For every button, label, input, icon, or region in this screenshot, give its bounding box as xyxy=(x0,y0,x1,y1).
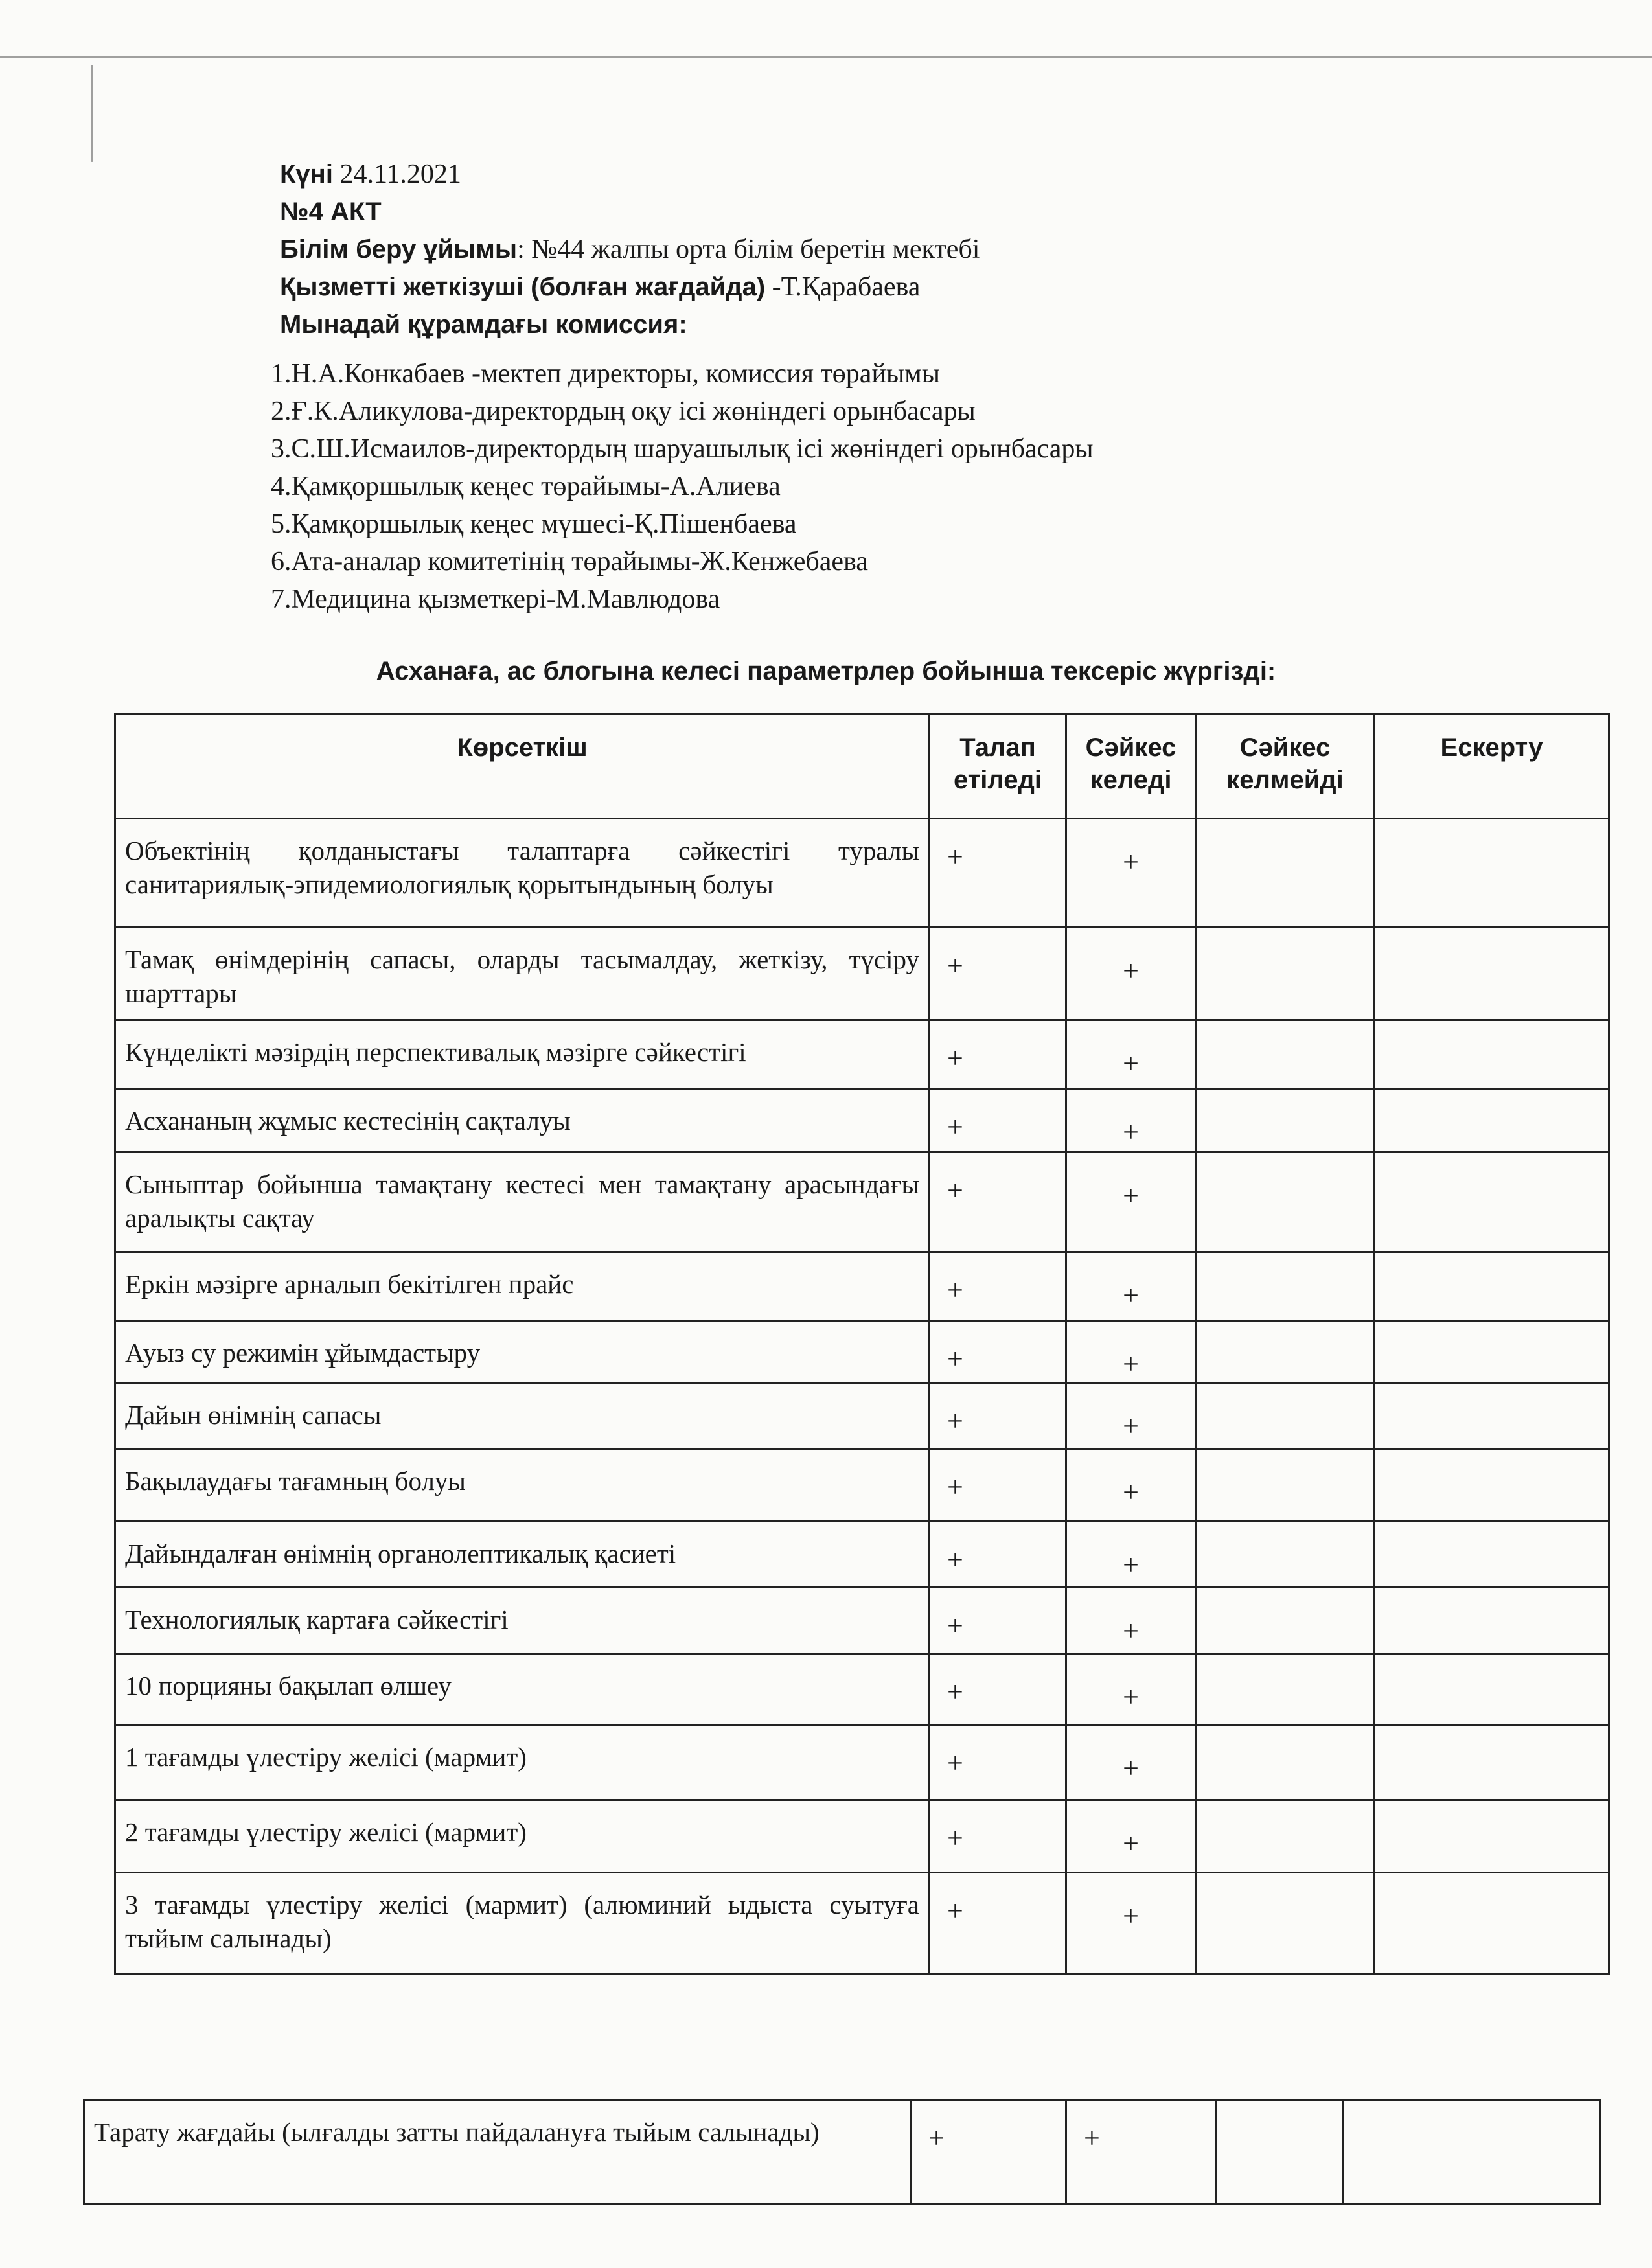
organization-line xyxy=(280,231,980,268)
commission-member: 4.Қамқоршылық кеңес төрайымы-А.Алиева xyxy=(271,472,781,501)
supplier-value: -Т.Қарабаева xyxy=(765,272,921,302)
row-noncompliant-mark xyxy=(1196,1089,1375,1152)
table-row xyxy=(115,1588,1609,1654)
row-compliant-mark: + xyxy=(1066,1383,1196,1449)
table-row xyxy=(115,1089,1609,1152)
row-noncompliant-mark xyxy=(1196,1449,1375,1522)
row-compliant-mark: + xyxy=(1066,928,1196,1020)
row-noncompliant-mark xyxy=(1196,1800,1375,1873)
row-required-mark: + xyxy=(930,1321,1066,1383)
row-required-mark: + xyxy=(930,1383,1066,1449)
row-compliant-mark: + xyxy=(1066,1252,1196,1321)
row-note xyxy=(1375,1321,1609,1383)
continuation-table xyxy=(83,2099,1601,2205)
row-compliant-mark: + xyxy=(1066,2100,1217,2204)
date-value: 24.11.2021 xyxy=(339,159,461,189)
table-row xyxy=(115,1321,1609,1383)
row-indicator: 1 тағамды үлестіру желісі (мармит) xyxy=(115,1725,930,1800)
scan-edge-line xyxy=(0,56,1652,58)
row-compliant-mark: + xyxy=(1066,1321,1196,1383)
row-note xyxy=(1375,819,1609,928)
row-noncompliant-mark xyxy=(1196,928,1375,1020)
table-row xyxy=(115,1449,1609,1522)
commission-member: 3.С.Ш.Исмаилов-директордың шаруашылық ісі жөніндегі орынбасары xyxy=(271,434,1094,464)
row-indicator: Объектінің қолданыстағы талаптарға сәйкестігі туралы санитариялық-эпидемиологиялық қорытындының болуы xyxy=(115,819,930,928)
header-required: Талап етіледі xyxy=(930,714,1066,819)
row-note xyxy=(1375,1522,1609,1588)
table-row xyxy=(115,928,1609,1020)
commission-member: 5.Қамқоршылық кеңес мүшесі-Қ.Пішенбаева xyxy=(271,509,797,539)
commission-members-list xyxy=(271,355,1094,618)
row-note xyxy=(1375,1089,1609,1152)
row-compliant-mark: + xyxy=(1066,1020,1196,1089)
table-row xyxy=(115,1020,1609,1089)
row-note xyxy=(1375,1588,1609,1654)
row-compliant-mark: + xyxy=(1066,1725,1196,1800)
inspection-table xyxy=(114,713,1610,1975)
row-noncompliant-mark xyxy=(1196,819,1375,928)
date-label: Күні xyxy=(280,160,333,189)
row-required-mark: + xyxy=(930,1873,1066,1974)
table-row xyxy=(84,2100,1600,2204)
row-compliant-mark: + xyxy=(1066,1800,1196,1873)
row-required-mark: + xyxy=(930,1020,1066,1089)
row-indicator: Тарату жағдайы (ылғалды затты пайдалануға тыйым салынады) xyxy=(84,2100,911,2204)
table-row xyxy=(115,1522,1609,1588)
row-note xyxy=(1375,1152,1609,1252)
row-noncompliant-mark xyxy=(1196,1588,1375,1654)
row-noncompliant-mark xyxy=(1196,1383,1375,1449)
row-required-mark: + xyxy=(930,1522,1066,1588)
row-note xyxy=(1375,1725,1609,1800)
table-row xyxy=(115,1252,1609,1321)
organization-value: : №44 жалпы орта білім беретін мектебі xyxy=(517,235,980,264)
row-noncompliant-mark xyxy=(1217,2100,1343,2204)
row-compliant-mark: + xyxy=(1066,1152,1196,1252)
table-body xyxy=(115,819,1609,1974)
row-required-mark: + xyxy=(930,1588,1066,1654)
row-note xyxy=(1375,1252,1609,1321)
supplier-line xyxy=(280,268,980,306)
table-row xyxy=(115,819,1609,928)
table-row xyxy=(115,1725,1609,1800)
row-note xyxy=(1375,1873,1609,1974)
commission-label: Мынадай құрамдағы комиссия: xyxy=(280,310,687,339)
commission-member: 6.Ата-аналар комитетінің төрайымы-Ж.Кенжебаева xyxy=(271,547,868,577)
row-indicator: Еркін мәзірге арналып бекітілген прайс xyxy=(115,1252,930,1321)
row-compliant-mark: + xyxy=(1066,1089,1196,1152)
row-indicator: Дайындалған өнімнің органолептикалық қасиеті xyxy=(115,1522,930,1588)
organization-label: Білім беру ұйымы xyxy=(280,235,518,264)
row-required-mark: + xyxy=(930,1089,1066,1152)
commission-member: 1.Н.А.Конкабаев -мектеп директоры, комиссия төрайымы xyxy=(271,359,940,389)
row-compliant-mark: + xyxy=(1066,1654,1196,1725)
row-noncompliant-mark xyxy=(1196,1020,1375,1089)
commission-member: 7.Медицина қызметкері-М.Мавлюдова xyxy=(271,584,720,614)
document-header xyxy=(280,155,980,343)
row-compliant-mark: + xyxy=(1066,1449,1196,1522)
table-row xyxy=(115,1873,1609,1974)
row-note xyxy=(1343,2100,1600,2204)
row-noncompliant-mark xyxy=(1196,1725,1375,1800)
row-required-mark: + xyxy=(930,1449,1066,1522)
row-noncompliant-mark xyxy=(1196,1152,1375,1252)
section-title: Асханаға, ас блогына келесі параметрлер бойынша тексеріс жүргізді: xyxy=(376,657,1276,685)
row-required-mark: + xyxy=(930,1654,1066,1725)
row-note xyxy=(1375,1654,1609,1725)
row-note xyxy=(1375,928,1609,1020)
header-compliant: Сәйкес келеді xyxy=(1066,714,1196,819)
act-title-line xyxy=(280,193,980,231)
row-compliant-mark: + xyxy=(1066,1522,1196,1588)
table-row xyxy=(115,1152,1609,1252)
row-noncompliant-mark xyxy=(1196,1252,1375,1321)
row-indicator: 2 тағамды үлестіру желісі (мармит) xyxy=(115,1800,930,1873)
row-indicator: Технологиялық картаға сәйкестігі xyxy=(115,1588,930,1654)
row-required-mark: + xyxy=(930,1800,1066,1873)
row-indicator: Асхананың жұмыс кестесінің сақталуы xyxy=(115,1089,930,1152)
row-indicator: 3 тағамды үлестіру желісі (мармит) (алюминий ыдыста суытуға тыйым салынады) xyxy=(115,1873,930,1974)
row-note xyxy=(1375,1800,1609,1873)
row-noncompliant-mark xyxy=(1196,1654,1375,1725)
row-compliant-mark: + xyxy=(1066,1588,1196,1654)
row-indicator: Дайын өнімнің сапасы xyxy=(115,1383,930,1449)
row-noncompliant-mark xyxy=(1196,1522,1375,1588)
staple-mark xyxy=(91,65,93,162)
row-note xyxy=(1375,1449,1609,1522)
row-noncompliant-mark xyxy=(1196,1873,1375,1974)
commission-member: 2.Ғ.К.Аликулова-директордың оқу ісі жөніндегі орынбасары xyxy=(271,396,976,426)
row-indicator: Сыныптар бойынша тамақтану кестесі мен тамақтану арасындағы аралықты сақтау xyxy=(115,1152,930,1252)
row-required-mark: + xyxy=(930,1725,1066,1800)
table-row xyxy=(115,1654,1609,1725)
act-title: №4 АКТ xyxy=(280,198,382,226)
row-indicator: Күнделікті мәзірдің перспективалық мәзірге сәйкестігі xyxy=(115,1020,930,1089)
row-required-mark: + xyxy=(930,819,1066,928)
row-note xyxy=(1375,1020,1609,1089)
header-noncompliant: Сәйкес келмейді xyxy=(1196,714,1375,819)
date-line xyxy=(280,155,980,193)
header-note: Ескерту xyxy=(1375,714,1609,819)
row-required-mark: + xyxy=(911,2100,1066,2204)
row-required-mark: + xyxy=(930,1152,1066,1252)
row-indicator: Бақылаудағы тағамның болуы xyxy=(115,1449,930,1522)
row-required-mark: + xyxy=(930,928,1066,1020)
supplier-label: Қызметті жеткізуші (болған жағдайда) xyxy=(280,273,766,301)
row-compliant-mark: + xyxy=(1066,819,1196,928)
row-compliant-mark: + xyxy=(1066,1873,1196,1974)
row-indicator: Тамақ өнімдерінің сапасы, оларды тасымалдау, жеткізу, түсіру шарттары xyxy=(115,928,930,1020)
commission-line xyxy=(280,306,980,343)
row-required-mark: + xyxy=(930,1252,1066,1321)
header-indicator: Көрсеткіш xyxy=(115,714,930,819)
row-indicator: Ауыз су режимін ұйымдастыру xyxy=(115,1321,930,1383)
table-header-row xyxy=(115,714,1609,819)
table-row xyxy=(115,1800,1609,1873)
table-row xyxy=(115,1383,1609,1449)
row-noncompliant-mark xyxy=(1196,1321,1375,1383)
row-note xyxy=(1375,1383,1609,1449)
row-indicator: 10 порцияны бақылап өлшеу xyxy=(115,1654,930,1725)
